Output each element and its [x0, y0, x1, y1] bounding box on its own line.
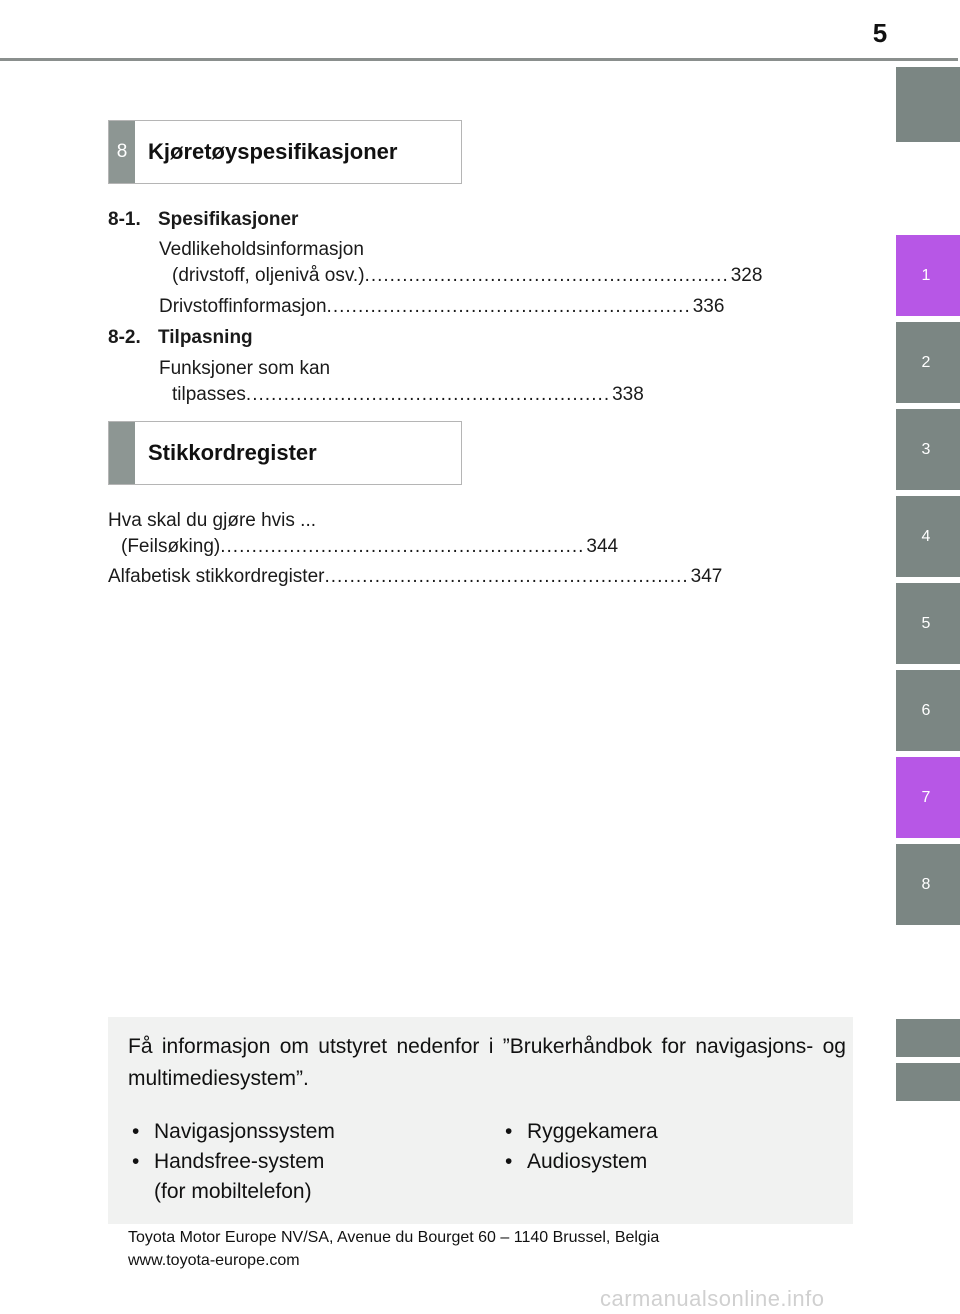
chapter-tab-4[interactable]: 4: [896, 496, 960, 577]
chapter-tab-blank-bottom-2[interactable]: [896, 1063, 960, 1101]
bullet-dot: •: [505, 1120, 513, 1143]
bullet-list-left: [130, 1117, 335, 1207]
bullet-item: [503, 1147, 658, 1177]
toc-page-number: 328: [730, 265, 763, 286]
bullet-text: Handsfree-system: [154, 1150, 325, 1173]
chapter-tabs: [896, 0, 960, 1314]
publisher-website[interactable]: www.toyota-europe.com: [128, 1252, 300, 1269]
bullet-item: [503, 1117, 658, 1147]
toc-entry-text: Funksjoner som kan: [159, 358, 331, 379]
toc-entry-text: Alfabetisk stikkordregister: [108, 566, 325, 587]
toc-entry-text: Drivstoffinformasjon: [159, 296, 327, 317]
index-title: Stikkordregister: [148, 440, 317, 465]
toc-entry-text: Vedlikeholdsinformasjon: [159, 239, 364, 260]
toc-page-number: 344: [586, 536, 619, 557]
index-header: [108, 421, 462, 485]
toc-entry-text: (drivstoff, oljenivå osv.): [172, 265, 365, 286]
section-title: Tilpasning: [158, 327, 253, 348]
bullet-text: (for mobiltelefon): [154, 1180, 312, 1203]
toc-entry-line1[interactable]: [159, 237, 450, 262]
publisher-footer: [128, 1226, 659, 1272]
toc-entry-text: (Feilsøking): [121, 536, 221, 557]
chapter-8-header: [108, 120, 462, 184]
chapter-tab-5[interactable]: 5: [896, 583, 960, 664]
chapter-tab-8[interactable]: 8: [896, 844, 960, 925]
bullet-text: Navigasjonssystem: [154, 1120, 335, 1143]
chapter-tab-3[interactable]: 3: [896, 409, 960, 490]
chapter-tab-6[interactable]: 6: [896, 670, 960, 751]
toc-entry[interactable]: [121, 534, 619, 559]
index-toc: [108, 508, 723, 598]
toc-entry-line1[interactable]: [108, 508, 450, 533]
bullet-item: [130, 1147, 335, 1177]
bullet-list-right: [503, 1117, 658, 1177]
dot-leader: ..........................................................: [245, 384, 611, 405]
dot-leader: ..........................................................: [324, 566, 689, 587]
toc-page-number: 336: [692, 296, 725, 317]
bullet-text: Audiosystem: [527, 1150, 648, 1173]
info-text: Få informasjon om utstyret nedenfor i ”Brukerhåndbok for navigasjons- og multimediesystem”.: [128, 1035, 846, 1090]
chapter-tab-blank-top[interactable]: [896, 67, 960, 142]
dot-leader: ..........................................................: [364, 265, 729, 286]
toc-entry-text: tilpasses: [172, 384, 246, 405]
chapter-title: Kjøretøyspesifikasjoner: [148, 139, 398, 164]
section-title: Spesifikasjoner: [158, 209, 299, 230]
toc-page-number: 347: [690, 566, 723, 587]
bullet-item-continuation: [130, 1177, 335, 1207]
chapter-tab-1[interactable]: 1: [896, 235, 960, 316]
toc-entry-line1[interactable]: [159, 356, 450, 381]
bullet-text: Ryggekamera: [527, 1120, 658, 1143]
page-number: 5: [872, 18, 888, 48]
publisher-address: Toyota Motor Europe NV/SA, Avenue du Bourget 60 – 1140 Brussel, Belgia: [128, 1229, 660, 1246]
toc-entry[interactable]: [108, 564, 723, 589]
multimedia-info-box: [108, 1017, 853, 1224]
index-band: [109, 422, 135, 484]
bullet-dot: •: [132, 1120, 140, 1143]
chapter-tab-blank-bottom-1[interactable]: [896, 1019, 960, 1057]
bullet-item: [130, 1117, 335, 1147]
toc-page-number: 338: [612, 384, 644, 405]
dot-leader: ..........................................................: [220, 536, 585, 557]
section-number: 8-1.: [108, 209, 141, 230]
section-heading: [108, 207, 450, 232]
chapter-8-toc: [108, 207, 763, 407]
top-rule: [0, 58, 958, 61]
toc-entry[interactable]: [172, 382, 644, 407]
section-heading: [108, 325, 450, 350]
chapter-number: 8: [109, 121, 135, 183]
toc-entry[interactable]: [159, 294, 725, 319]
bullet-dot: •: [132, 1150, 140, 1173]
bullet-dot: •: [505, 1150, 513, 1173]
chapter-tab-2[interactable]: 2: [896, 322, 960, 403]
dot-leader: ..........................................................: [326, 296, 691, 317]
section-number: 8-2.: [108, 327, 141, 348]
chapter-tab-7[interactable]: 7: [896, 757, 960, 838]
toc-entry[interactable]: [172, 263, 763, 288]
watermark: carmanualsonline.info: [600, 1286, 825, 1311]
toc-entry-text: Hva skal du gjøre hvis ...: [108, 510, 317, 531]
